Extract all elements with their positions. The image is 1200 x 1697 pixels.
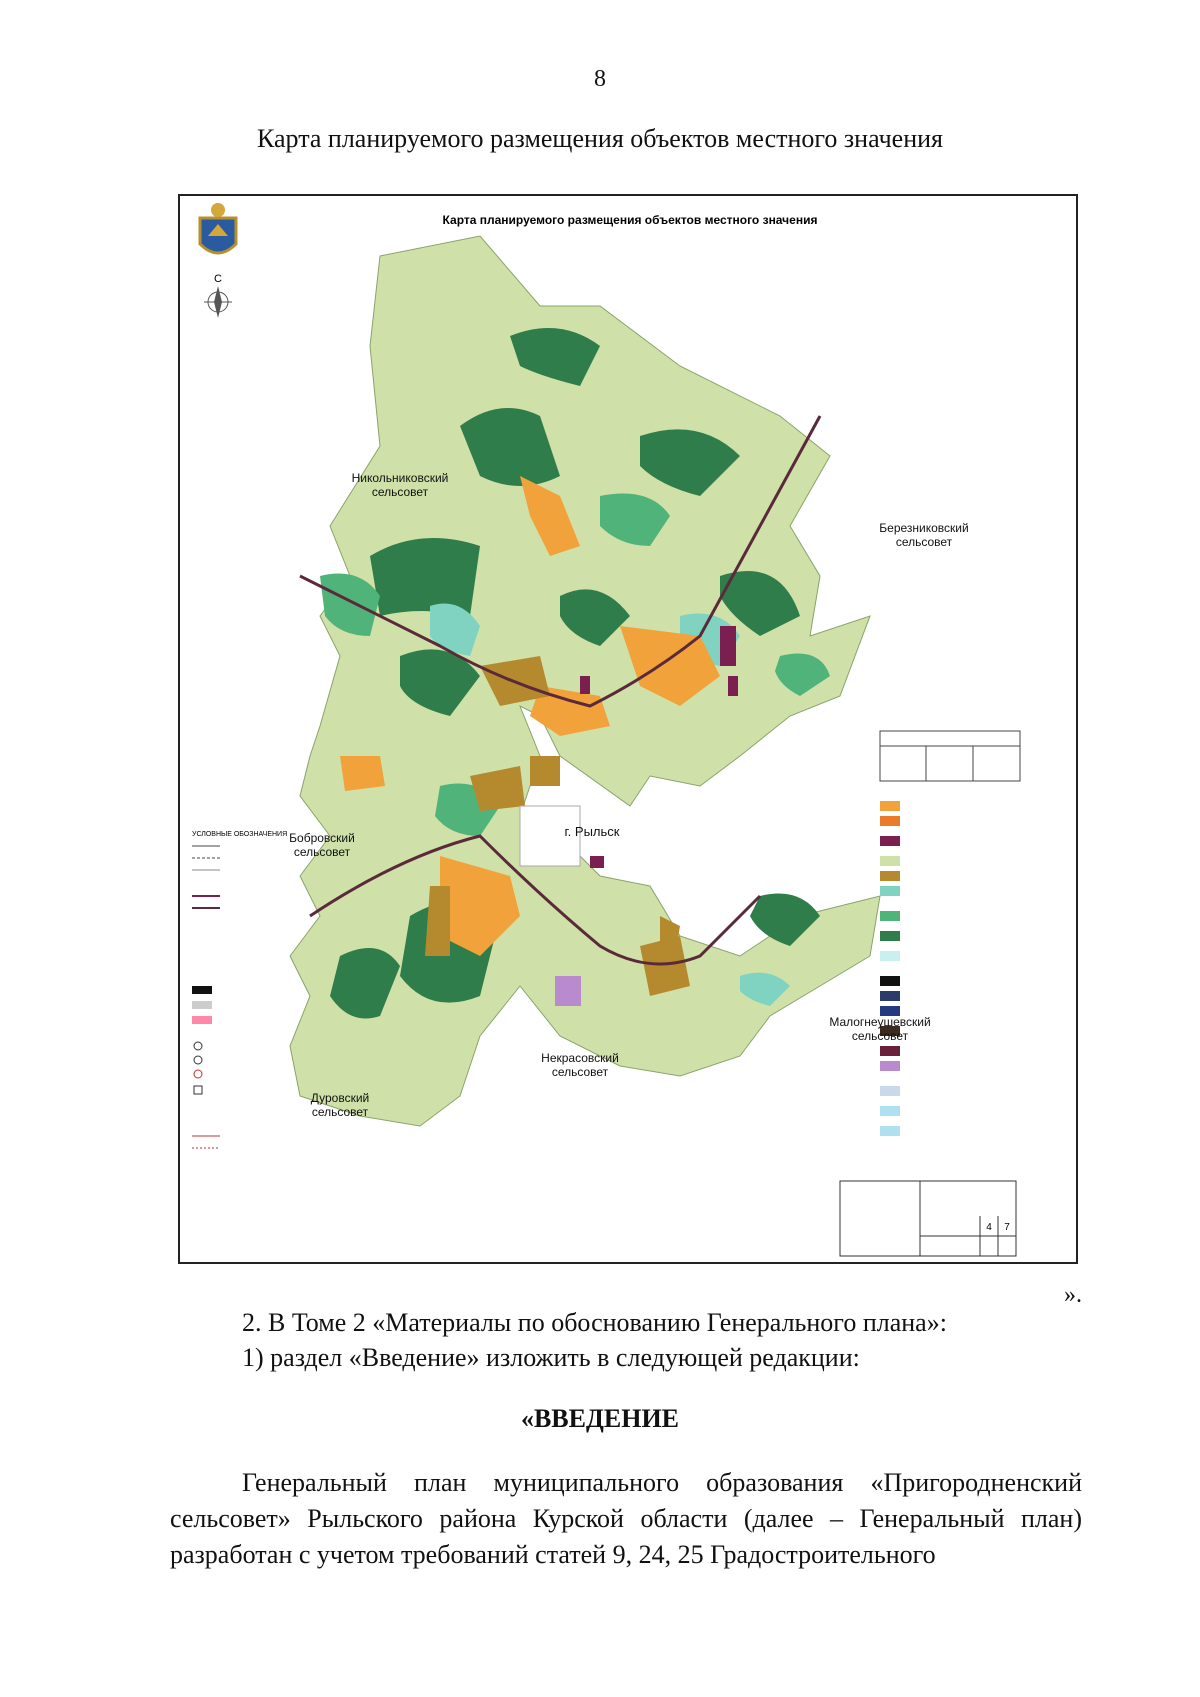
- map-svg: [180, 196, 1076, 1262]
- map-inner-title: Карта планируемого размещения объектов местного значения: [442, 213, 818, 227]
- label-bobrovsky-1: Бобровский: [289, 831, 355, 845]
- label-bobrovsky-2: сельсовет: [293, 845, 351, 859]
- label-bereznikovsky-2: сельсовет: [895, 535, 953, 549]
- coat-of-arms-icon: [200, 203, 236, 253]
- title-block: [840, 1181, 1016, 1256]
- compass-icon: [204, 286, 232, 318]
- title-block-sheet: 4: [986, 1222, 992, 1233]
- label-durovsky-1: Дуровский: [310, 1091, 370, 1105]
- hatched-area: [555, 976, 581, 1006]
- label-durovsky-2: сельсовет: [311, 1105, 369, 1119]
- title-block-sheets: 7: [1004, 1222, 1010, 1233]
- page-number: 8: [594, 66, 606, 92]
- section-heading: «ВВЕДЕНИЕ: [520, 1404, 680, 1433]
- map-caption: Карта планируемого размещения объектов местного значения: [257, 124, 943, 153]
- map-figure: [178, 194, 1078, 1264]
- amendment-item: 2. В Томе 2 «Материалы по обоснованию Генерального плана»:: [242, 1308, 947, 1337]
- label-malogneushevsky-2: сельсовет: [851, 1029, 909, 1043]
- label-nikolnikovsky-1: Никольниковский: [351, 471, 449, 485]
- label-nikolnikovsky-2: сельсовет: [371, 485, 429, 499]
- label-rylsk: г. Рыльск: [564, 824, 620, 839]
- label-nekrasovsky-1: Некрасовский: [541, 1051, 619, 1065]
- closing-quote: ».: [1064, 1282, 1082, 1308]
- label-nekrasovsky-2: сельсовет: [551, 1065, 609, 1079]
- legend-right: [880, 731, 1020, 1136]
- amendment-subitem: 1) раздел «Введение» изложить в следующей редакции:: [242, 1343, 860, 1372]
- label-bereznikovsky-1: Березниковский: [879, 521, 969, 535]
- north-label: С: [214, 273, 222, 285]
- body-paragraph: Генеральный план муниципального образования «Пригородненский сельсовет» Рыльского района Курской области (далее – Генеральный план) разработан с учетом требований статей 9, 24, 25 Градостроительного: [170, 1468, 1082, 1569]
- legend-left: [192, 846, 220, 1148]
- label-malogneushevsky-1: Малогнеушевский: [829, 1015, 931, 1029]
- legend-title: УСЛОВНЫЕ ОБОЗНАЧЕНИЯ: [192, 831, 288, 838]
